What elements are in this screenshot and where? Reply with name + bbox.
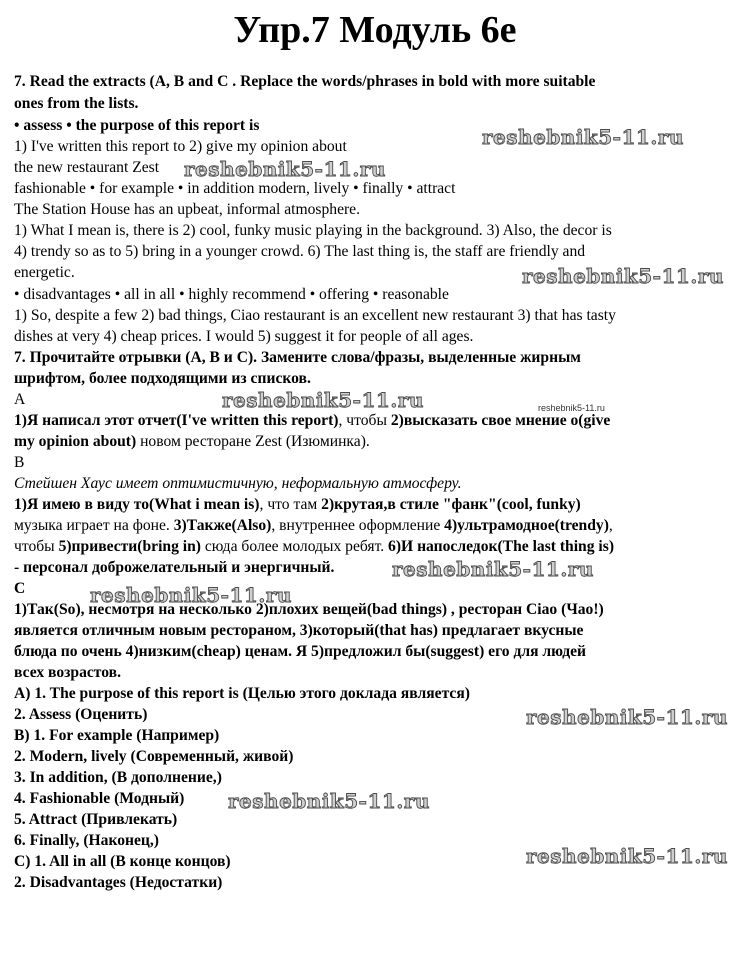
- answer-line: 2. Modern, lively (Современный, живой): [14, 748, 294, 765]
- task-en-line-1: 7. Read the extracts (A, B and C . Replace the words/phrases in bold with more suitable: [14, 73, 596, 90]
- trans-a-bold-2: 2)высказать свое мнение о(give: [390, 412, 611, 429]
- task-en-line-2: ones from the lists.: [14, 95, 139, 112]
- watermark: reshebnik5-11.ru: [526, 844, 728, 868]
- watermark-small: reshebnik5-11.ru: [538, 403, 605, 413]
- answer-line: 3. In addition, (В дополнение,): [14, 769, 222, 786]
- trans-b-line-1: [14, 495, 581, 515]
- answer-line: A) 1. The purpose of this report is (Целью этого доклада является): [14, 685, 470, 702]
- trans-b-text-1: , что там: [259, 496, 322, 513]
- extract-c-line-2: dishes at very 4) cheap prices. I would 5) suggest it for people of all ages.: [14, 328, 474, 345]
- watermark: reshebnik5-11.ru: [526, 705, 728, 729]
- answer-line: B) 1. For example (Например): [14, 727, 220, 744]
- watermark: reshebnik5-11.ru: [222, 388, 424, 412]
- answer-line: C) 1. All in all (В конце концов): [14, 853, 231, 870]
- answer-line: 2. Disadvantages (Недостатки): [14, 874, 223, 891]
- watermark: reshebnik5-11.ru: [90, 583, 292, 607]
- word-list-c: • disadvantages • all in all • highly recommend • offering • reasonable: [14, 286, 449, 303]
- extract-a-line-1: 1) I've written this report to 2) give my opinion about: [14, 138, 347, 155]
- trans-c-line-3: блюда по очень 4)низким(cheap) ценам. Я 5)предложил бы(suggest) его для людей: [14, 643, 587, 660]
- section-c-label: C: [14, 580, 26, 597]
- task-ru-line-2: шрифтом, более подходящими из списков.: [14, 370, 311, 387]
- answer-line: 4. Fashionable (Модный): [14, 790, 185, 807]
- task-ru-line-1: 7. Прочитайте отрывки (A, B и C). Замените слова/фразы, выделенные жирным: [14, 349, 581, 366]
- trans-a-line-1: [14, 411, 610, 431]
- trans-b-bold-3: 3)Также(Also): [173, 517, 272, 534]
- watermark: reshebnik5-11.ru: [522, 264, 724, 288]
- trans-a-bold-3: my opinion about): [14, 433, 137, 450]
- watermark: reshebnik5-11.ru: [392, 557, 594, 581]
- trans-c-line-2: является отличным новым рестораном, 3)который(that has) предлагает вкусные: [14, 622, 584, 639]
- trans-b-text-3: , внутреннее оформление: [271, 517, 445, 534]
- extract-b-line-2: 1) What I mean is, there is 2) cool, funky music playing in the background. 3) Also, the decor is: [14, 222, 612, 239]
- trans-b-intro: Стейшен Хаус имеет оптимистичную, неформальную атмосферу.: [14, 475, 462, 492]
- trans-b-line-3: [14, 537, 614, 557]
- trans-c-line-1: 1)Так(So), несмотря на несколько 2)плохих вещей(bad things) , ресторан Ciao (Чао!): [14, 601, 604, 618]
- trans-b-text-6: сюда более молодых ребят.: [200, 538, 389, 555]
- trans-a-bold-1: 1)Я написал этот отчет(I've written this report): [14, 412, 339, 429]
- trans-b-text-5: чтобы: [14, 538, 59, 555]
- section-b-label: B: [14, 454, 25, 471]
- trans-a-text-1: , чтобы: [338, 412, 391, 429]
- trans-c-line-4: всех возрастов.: [14, 664, 121, 681]
- word-list-a: • assess • the purpose of this report is: [14, 117, 260, 134]
- section-a-label: A: [14, 391, 26, 408]
- extract-b-line-4: energetic.: [14, 264, 75, 281]
- trans-a-text-2: новом ресторане Zest (Изюминка).: [136, 433, 370, 450]
- trans-b-line-2: [14, 516, 613, 536]
- watermark: reshebnik5-11.ru: [184, 157, 386, 181]
- watermark: reshebnik5-11.ru: [228, 789, 430, 813]
- extract-b-line-1: The Station House has an upbeat, informal atmosphere.: [14, 201, 361, 218]
- trans-b-text-4: ,: [608, 517, 613, 534]
- answer-line: 5. Attract (Привлекать): [14, 811, 178, 828]
- word-list-b: fashionable • for example • in addition modern, lively • finally • attract: [14, 180, 456, 197]
- extract-b-line-3: 4) trendy so as to 5) bring in a younger crowd. 6) The last thing is, the staff are friendly and: [14, 243, 586, 260]
- page-title: Упр.7 Модуль 6е: [233, 9, 517, 51]
- trans-a-line-2: [14, 432, 370, 452]
- extract-a-line-2: the new restaurant Zest: [14, 159, 160, 176]
- trans-b-bold-4: 4)ультрамодное(trendy): [444, 517, 609, 534]
- answer-line: 6. Finally, (Наконец,): [14, 832, 159, 849]
- trans-b-bold-2: 2)крутая,в стиле "фанк"(cool, funky): [321, 496, 581, 513]
- trans-b-text-2: музыка играет на фоне.: [14, 517, 174, 534]
- trans-b-bold-5: 5)привести(bring in): [58, 538, 201, 555]
- trans-b-bold-1: 1)Я имею в виду то(What i mean is): [14, 496, 260, 513]
- trans-b-bold-6: 6)И напоследок(The last thing is): [388, 538, 615, 555]
- answer-line: 2. Assess (Оценить): [14, 706, 148, 723]
- extract-c-line-1: 1) So, despite a few 2) bad things, Ciao restaurant is an excellent new restaurant 3) that has tasty: [14, 307, 616, 324]
- watermark: reshebnik5-11.ru: [482, 125, 684, 149]
- trans-b-line-4: - персонал доброжелательный и энергичный.: [14, 559, 335, 576]
